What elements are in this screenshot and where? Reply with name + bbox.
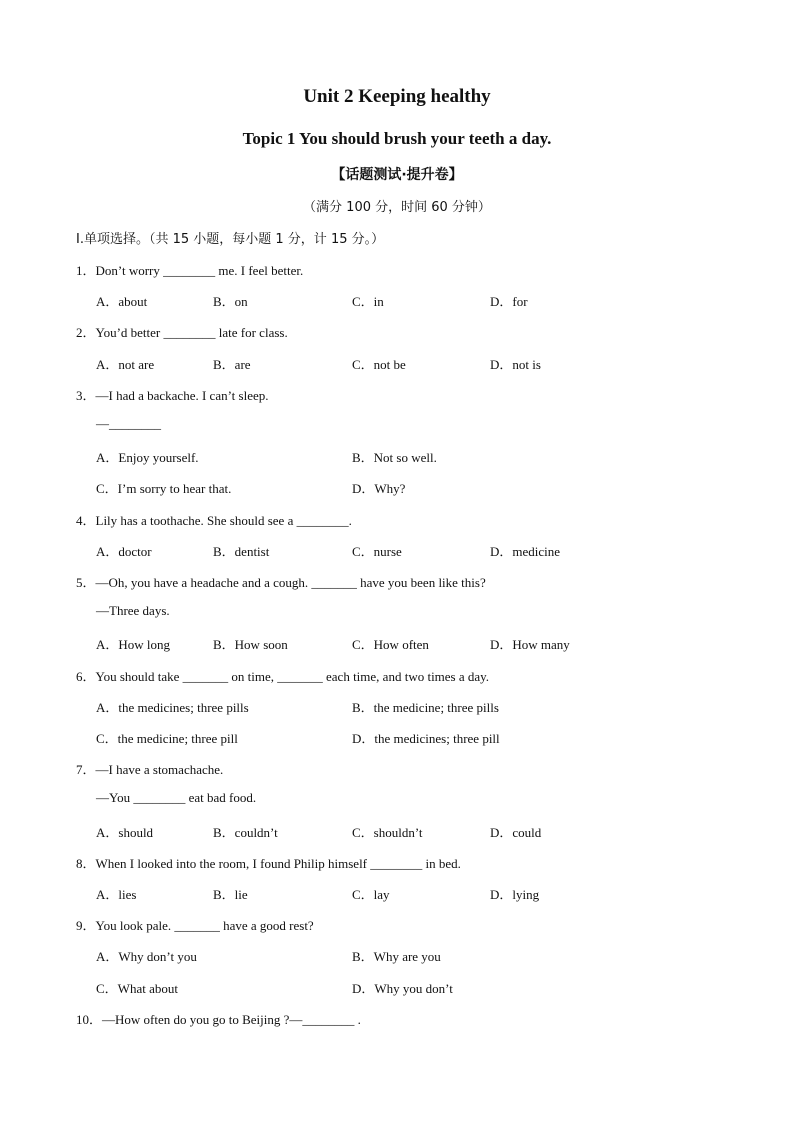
option-c[interactable]: C．What about (96, 981, 178, 996)
option-a[interactable]: A．Why don’t you (96, 949, 197, 964)
option-c[interactable]: C．the medicine; three pill (96, 731, 238, 746)
option-b[interactable]: B．the medicine; three pills (352, 700, 499, 715)
question-stem: 1．Don’t worry ________ me. I feel better. (76, 263, 304, 278)
test-tag: 【话题测试·提升卷】 (331, 167, 463, 183)
option-c[interactable]: C．lay (352, 887, 390, 902)
question-stem: 4．Lily has a toothache. She should see a ________. (76, 513, 352, 528)
option-a[interactable]: A．Enjoy yourself. (96, 450, 199, 465)
option-b[interactable]: B．Not so well. (352, 450, 437, 465)
question-stem: 5．—Oh, you have a headache and a cough. _______ have you been like this? (76, 575, 486, 590)
section-title: I.单项选择。（共 15 小题，每小题 1 分，计 15 分。） (76, 232, 385, 247)
option-d[interactable]: D．medicine (490, 544, 561, 559)
question-stem: 3．—I had a backache. I can’t sleep. (76, 388, 269, 403)
question-stem: 8．When I looked into the room, I found Philip himself ________ in bed. (76, 856, 461, 871)
option-a[interactable]: A．How long (96, 637, 171, 652)
option-c[interactable]: C．I’m sorry to hear that. (96, 481, 232, 496)
option-c[interactable]: C．in (352, 294, 384, 309)
question-reply: —Three days. (96, 603, 170, 618)
option-a[interactable]: A．should (96, 825, 154, 840)
unit-title: Unit 2 Keeping healthy (303, 86, 491, 107)
question-stem: 9．You look pale. _______ have a good rest? (76, 918, 314, 933)
option-b[interactable]: B．dentist (213, 544, 270, 559)
option-d[interactable]: D．How many (490, 637, 570, 652)
option-b[interactable]: B．lie (213, 887, 248, 902)
question-stem: 2．You’d better ________ late for class. (76, 325, 288, 340)
option-a[interactable]: A．doctor (96, 544, 152, 559)
option-c[interactable]: C．nurse (352, 544, 402, 559)
question-stem: 6．You should take _______ on time, _______ each time, and two times a day. (76, 669, 490, 684)
question-stem: 7．—I have a stomachache. (76, 762, 224, 777)
question-stem: 10．—How often do you go to Beijing ?—________ . (76, 1012, 361, 1027)
option-d[interactable]: D．the medicines; three pill (352, 731, 500, 746)
option-a[interactable]: A．lies (96, 887, 137, 902)
option-c[interactable]: C．How often (352, 637, 429, 652)
option-b[interactable]: B．are (213, 357, 251, 372)
option-c[interactable]: C．not be (352, 357, 406, 372)
topic-title: Topic 1 You should brush your teeth a day. (242, 129, 552, 148)
option-b[interactable]: B．couldn’t (213, 825, 278, 840)
option-d[interactable]: D．Why? (352, 481, 406, 496)
option-b[interactable]: B．on (213, 294, 248, 309)
option-a[interactable]: A．not are (96, 357, 155, 372)
score-info: （满分 100 分，时间 60 分钟） (303, 200, 491, 215)
option-d[interactable]: D．could (490, 825, 542, 840)
question-reply: —You ________ eat bad food. (96, 790, 257, 805)
option-a[interactable]: A．about (96, 294, 148, 309)
option-b[interactable]: B．Why are you (352, 949, 441, 964)
option-c[interactable]: C．shouldn’t (352, 825, 423, 840)
question-reply: —________ (96, 416, 161, 431)
option-a[interactable]: A．the medicines; three pills (96, 700, 249, 715)
option-d[interactable]: D．for (490, 294, 528, 309)
option-d[interactable]: D．not is (490, 357, 541, 372)
option-b[interactable]: B．How soon (213, 637, 288, 652)
option-d[interactable]: D．lying (490, 887, 540, 902)
option-d[interactable]: D．Why you don’t (352, 981, 453, 996)
